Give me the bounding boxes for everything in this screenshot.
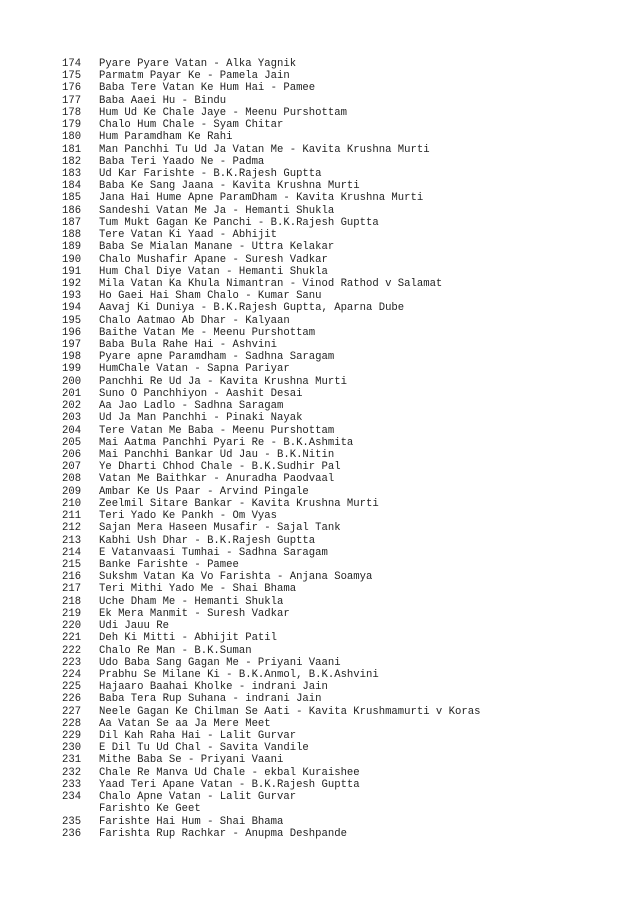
list-item	[62, 376, 622, 388]
song-title: Chalo Aatmao Ab Dhar - Kalyaan	[99, 314, 290, 327]
song-title: Parmatm Payar Ke - Pamela Jain	[99, 70, 290, 83]
song-number: 178	[62, 106, 82, 119]
song-number: 207	[62, 461, 82, 474]
song-title: Banke Farishte - Pamee	[99, 558, 239, 571]
list-item	[62, 645, 622, 657]
song-number: 224	[62, 668, 82, 681]
song-number: 197	[62, 339, 82, 352]
list-item	[62, 241, 622, 253]
list-item	[62, 363, 622, 375]
list-item	[62, 254, 622, 266]
song-number: 180	[62, 131, 82, 144]
song-number: 209	[62, 485, 82, 498]
song-number: 189	[62, 241, 82, 254]
list-item	[62, 400, 622, 412]
song-title: Sandeshi Vatan Me Ja - Hemanti Shukla	[99, 204, 335, 217]
list-item	[62, 95, 622, 107]
list-item	[62, 266, 622, 278]
song-title: Chalo Apne Vatan - Lalit Gurvar	[99, 791, 297, 804]
list-item	[62, 278, 622, 290]
song-number: 192	[62, 277, 82, 290]
song-number: 188	[62, 229, 82, 242]
song-number: 204	[62, 424, 82, 437]
song-number: 191	[62, 265, 82, 278]
list-item	[62, 327, 622, 339]
song-number: 201	[62, 387, 82, 400]
list-item	[62, 754, 622, 766]
song-number: 232	[62, 766, 82, 779]
list-item	[62, 767, 622, 779]
list-item	[62, 608, 622, 620]
list-item	[62, 425, 622, 437]
song-number: 202	[62, 400, 82, 413]
song-number: 175	[62, 70, 82, 83]
song-title: Hum Paramdham Ke Rahi	[99, 131, 233, 144]
song-number: 221	[62, 632, 82, 645]
song-number: 177	[62, 94, 82, 107]
list-item	[62, 205, 622, 217]
song-title: Mithe Baba Se - Priyani Vaani	[99, 754, 284, 767]
song-title: Chale Re Manva Ud Chale - ekbal Kuraishee	[99, 766, 360, 779]
song-number: 233	[62, 778, 82, 791]
song-title: Uche Dham Me - Hemanti Shukla	[99, 595, 284, 608]
song-number: 222	[62, 644, 82, 657]
list-item	[62, 315, 622, 327]
list-item	[62, 681, 622, 693]
song-number: 215	[62, 558, 82, 571]
song-title: Mila Vatan Ka Khula Nimantran - Vinod Rathod v Salamat	[99, 277, 443, 290]
list-item	[62, 803, 622, 815]
song-list	[62, 58, 622, 840]
list-item	[62, 131, 622, 143]
list-item	[62, 828, 622, 840]
song-title: Vatan Me Baithkar - Anuradha Paodvaal	[99, 473, 335, 486]
song-title: Baba Bula Rahe Hai - Ashvini	[99, 339, 278, 352]
song-title: Chalo Re Man - B.K.Suman	[99, 644, 252, 657]
list-item	[62, 290, 622, 302]
song-number: 216	[62, 571, 82, 584]
song-number: 226	[62, 693, 82, 706]
song-title: Ambar Ke Us Paar - Arvind Pingale	[99, 485, 309, 498]
list-item	[62, 486, 622, 498]
song-title: Pyare Pyare Vatan - Alka Yagnik	[99, 58, 297, 70]
song-title: Jana Hai Hume Apne ParamDham - Kavita Krushna Murti	[99, 192, 424, 205]
song-number: 186	[62, 204, 82, 217]
song-title: Chalo Hum Chale - Syam Chitar	[99, 119, 284, 132]
song-title: Kabhi Ush Dhar - B.K.Rajesh Guptta	[99, 534, 316, 547]
song-number: 203	[62, 412, 82, 425]
list-item	[62, 547, 622, 559]
song-title: Neele Gagan Ke Chilman Se Aati - Kavita Krushmamurti v Koras	[99, 705, 481, 718]
song-title: E Dil Tu Ud Chal - Savita Vandile	[99, 742, 309, 755]
song-title: Hajaaro Baahai Kholke - indrani Jain	[99, 681, 328, 694]
list-item	[62, 620, 622, 632]
song-title: Hum Chal Diye Vatan - Hemanti Shukla	[99, 265, 328, 278]
list-item	[62, 229, 622, 241]
song-number: 228	[62, 717, 82, 730]
song-number: 187	[62, 216, 82, 229]
song-number: 225	[62, 681, 82, 694]
song-title: Baithe Vatan Me - Meenu Purshottam	[99, 326, 316, 339]
list-item	[62, 706, 622, 718]
song-title: Chalo Mushafir Apane - Suresh Vadkar	[99, 253, 328, 266]
song-title: Udi Jauu Re	[99, 620, 169, 633]
song-number: 219	[62, 607, 82, 620]
song-number: 217	[62, 583, 82, 596]
list-item	[62, 791, 622, 803]
list-item	[62, 339, 622, 351]
list-item	[62, 70, 622, 82]
song-number: 206	[62, 449, 82, 461]
song-number: 208	[62, 473, 82, 486]
song-number: 211	[62, 510, 82, 523]
song-title: Ud Kar Farishte - B.K.Rajesh Guptta	[99, 167, 322, 180]
song-title: Tum Mukt Gagan Ke Panchi - B.K.Rajesh Guptta	[99, 216, 379, 229]
list-item	[62, 217, 622, 229]
list-item	[62, 168, 622, 180]
song-title: Baba Tere Vatan Ke Hum Hai - Pamee	[99, 82, 316, 95]
song-number: 213	[62, 534, 82, 547]
list-item	[62, 522, 622, 534]
list-item	[62, 498, 622, 510]
song-number: 195	[62, 314, 82, 327]
list-item	[62, 535, 622, 547]
song-title: Mai Aatma Panchhi Pyari Re - B.K.Ashmita	[99, 436, 354, 449]
song-title: Pyare apne Paramdham - Sadhna Saragam	[99, 351, 335, 364]
song-title: Udo Baba Sang Gagan Me - Priyani Vaani	[99, 656, 341, 669]
song-title: Prabhu Se Milane Ki - B.K.Anmol, B.K.Ashvini	[99, 668, 379, 681]
list-item	[62, 657, 622, 669]
list-item	[62, 559, 622, 571]
song-number: 210	[62, 497, 82, 510]
song-title: Zeelmil Sitare Bankar - Kavita Krushna Murti	[99, 497, 379, 510]
song-title: HumChale Vatan - Sapna Pariyar	[99, 363, 290, 376]
list-item	[62, 583, 622, 595]
list-item	[62, 302, 622, 314]
song-number: 174	[62, 58, 82, 70]
song-title: Suno O Panchhiyon - Aashit Desai	[99, 387, 303, 400]
list-item	[62, 510, 622, 522]
list-item	[62, 449, 622, 461]
song-number: 200	[62, 375, 82, 388]
song-number: 194	[62, 302, 82, 315]
list-item	[62, 437, 622, 449]
song-number: 234	[62, 791, 82, 804]
song-number: 230	[62, 742, 82, 755]
song-title: Yaad Teri Apane Vatan - B.K.Rajesh Guptta	[99, 778, 360, 791]
song-number: 214	[62, 546, 82, 559]
song-number: 190	[62, 253, 82, 266]
list-item	[62, 730, 622, 742]
list-item	[62, 107, 622, 119]
song-number: 205	[62, 436, 82, 449]
list-item	[62, 693, 622, 705]
list-item	[62, 82, 622, 94]
song-title: Panchhi Re Ud Ja - Kavita Krushna Murti	[99, 375, 347, 388]
song-number: 227	[62, 705, 82, 718]
list-item	[62, 58, 622, 70]
list-item	[62, 192, 622, 204]
song-title: Aa Vatan Se aa Ja Mere Meet	[99, 717, 271, 730]
song-title: Deh Ki Mitti - Abhijit Patil	[99, 632, 278, 645]
song-number: 218	[62, 595, 82, 608]
list-item	[62, 742, 622, 754]
list-item	[62, 461, 622, 473]
song-number: 182	[62, 155, 82, 168]
song-title: Sukshm Vatan Ka Vo Farishta - Anjana Soamya	[99, 571, 373, 584]
song-title: Farishto Ke Geet	[99, 803, 201, 816]
song-title: Baba Se Mialan Manane - Uttra Kelakar	[99, 241, 335, 254]
song-title: Sajan Mera Haseen Musafir - Sajal Tank	[99, 522, 341, 535]
list-item	[62, 718, 622, 730]
song-title: Baba Ke Sang Jaana - Kavita Krushna Murti	[99, 180, 360, 193]
song-number: 220	[62, 620, 82, 633]
list-item	[62, 816, 622, 828]
song-number: 198	[62, 351, 82, 364]
song-title: Teri Yado Ke Pankh - Om Vyas	[99, 510, 278, 523]
list-item	[62, 596, 622, 608]
list-item	[62, 351, 622, 363]
song-number: 184	[62, 180, 82, 193]
list-item	[62, 669, 622, 681]
song-number: 181	[62, 143, 82, 156]
song-number: 212	[62, 522, 82, 535]
list-item	[62, 144, 622, 156]
song-title: Aavaj Ki Duniya - B.K.Rajesh Guptta, Aparna Dube	[99, 302, 405, 315]
song-title: E Vatanvaasi Tumhai - Sadhna Saragam	[99, 546, 328, 559]
song-number: 235	[62, 815, 82, 828]
list-item	[62, 119, 622, 131]
song-number: 199	[62, 363, 82, 376]
song-title: Baba Aaei Hu - Bindu	[99, 94, 227, 107]
list-item	[62, 388, 622, 400]
song-number: 193	[62, 290, 82, 303]
list-item	[62, 156, 622, 168]
song-title: Teri Mithi Yado Me - Shai Bhama	[99, 583, 297, 596]
song-number	[62, 803, 99, 815]
song-number: 179	[62, 119, 82, 132]
song-title: Ek Mera Manmit - Suresh Vadkar	[99, 607, 290, 620]
song-title: Tere Vatan Ki Yaad - Abhijit	[99, 229, 278, 242]
song-title: Farishte Hai Hum - Shai Bhama	[99, 815, 284, 828]
song-number: 236	[62, 827, 82, 840]
list-item	[62, 180, 622, 192]
song-title: Tere Vatan Me Baba - Meenu Purshottam	[99, 424, 335, 437]
song-number: 231	[62, 754, 82, 767]
song-title: Aa Jao Ladlo - Sadhna Saragam	[99, 400, 284, 413]
song-number: 196	[62, 326, 82, 339]
song-title: Dil Kah Raha Hai - Lalit Gurvar	[99, 730, 297, 743]
list-item	[62, 571, 622, 583]
song-title: Baba Teri Yaado Ne - Padma	[99, 155, 265, 168]
song-title: Farishta Rup Rachkar - Anupma Deshpande	[99, 827, 347, 840]
song-number: 183	[62, 167, 82, 180]
song-title: Man Panchhi Tu Ud Ja Vatan Me - Kavita Krushna Murti	[99, 143, 430, 156]
song-title: Ho Gaei Hai Sham Chalo - Kumar Sanu	[99, 290, 322, 303]
list-item	[62, 473, 622, 485]
list-item	[62, 412, 622, 424]
list-item	[62, 779, 622, 791]
song-number: 229	[62, 730, 82, 743]
song-number: 185	[62, 192, 82, 205]
list-item	[62, 632, 622, 644]
song-title: Mai Panchhi Bankar Ud Jau - B.K.Nitin	[99, 449, 335, 461]
song-title: Hum Ud Ke Chale Jaye - Meenu Purshottam	[99, 106, 347, 119]
song-number: 176	[62, 82, 82, 95]
song-title: Ud Ja Man Panchhi - Pinaki Nayak	[99, 412, 303, 425]
song-number: 223	[62, 656, 82, 669]
song-title: Ye Dharti Chhod Chale - B.K.Sudhir Pal	[99, 461, 341, 474]
song-title: Baba Tera Rup Suhana - indrani Jain	[99, 693, 322, 706]
